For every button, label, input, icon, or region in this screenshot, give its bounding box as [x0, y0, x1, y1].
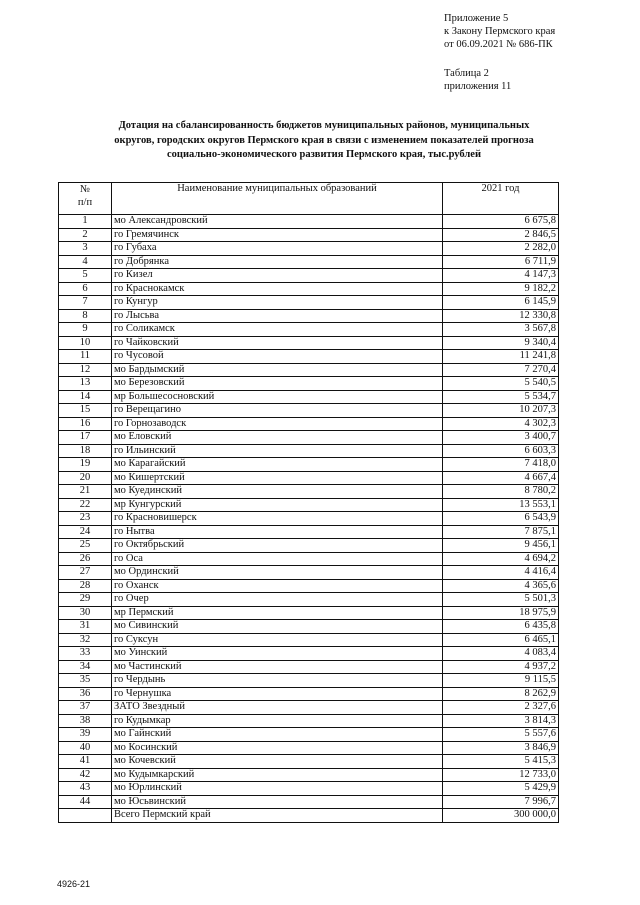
municipality-name: мо Юрлинский [112, 782, 443, 796]
row-number: 22 [59, 498, 112, 512]
municipality-name: мо Карагайский [112, 458, 443, 472]
subsidy-value: 4 083,4 [443, 647, 559, 661]
subsidy-value: 2 327,6 [443, 701, 559, 715]
table-row [59, 269, 559, 283]
row-number: 43 [59, 782, 112, 796]
row-number: 41 [59, 755, 112, 769]
table-row [59, 525, 559, 539]
table-row [59, 552, 559, 566]
subsidy-value: 2 846,5 [443, 228, 559, 242]
table-row [59, 431, 559, 445]
appendix-header [444, 12, 555, 51]
municipality-name: го Губаха [112, 242, 443, 256]
total-number-cell [59, 809, 112, 823]
subsidy-value: 4 365,6 [443, 579, 559, 593]
subsidy-value: 4 937,2 [443, 660, 559, 674]
subsidy-table [58, 182, 559, 823]
table-row [59, 674, 559, 688]
municipality-name: го Очер [112, 593, 443, 607]
row-number: 21 [59, 485, 112, 499]
table-row [59, 471, 559, 485]
table-row [59, 512, 559, 526]
municipality-name: мр Пермский [112, 606, 443, 620]
row-number: 32 [59, 633, 112, 647]
subsidy-value: 5 540,5 [443, 377, 559, 391]
row-number: 30 [59, 606, 112, 620]
table-row [59, 242, 559, 256]
municipality-name: го Горнозаводск [112, 417, 443, 431]
table-row [59, 309, 559, 323]
subsidy-value: 4 694,2 [443, 552, 559, 566]
row-number: 8 [59, 309, 112, 323]
law-date-line: от 06.09.2021 № 686-ПК [444, 39, 553, 50]
subsidy-value: 18 975,9 [443, 606, 559, 620]
table-row [59, 579, 559, 593]
total-value: 300 000,0 [443, 809, 559, 823]
appendix-number: приложения 11 [444, 81, 512, 92]
row-number: 23 [59, 512, 112, 526]
municipality-name: го Нытва [112, 525, 443, 539]
subsidy-value: 5 501,3 [443, 593, 559, 607]
subsidy-value: 13 553,1 [443, 498, 559, 512]
municipality-name: мо Уинский [112, 647, 443, 661]
col-header-value: 2021 год [443, 183, 559, 215]
municipality-name: го Гремячинск [112, 228, 443, 242]
table-row [59, 660, 559, 674]
row-number: 34 [59, 660, 112, 674]
subsidy-value: 3 846,9 [443, 741, 559, 755]
table-row [59, 377, 559, 391]
subsidy-value: 4 147,3 [443, 269, 559, 283]
row-number: 24 [59, 525, 112, 539]
municipality-name: го Чусовой [112, 350, 443, 364]
row-number: 26 [59, 552, 112, 566]
table-row [59, 741, 559, 755]
municipality-name: мо Березовский [112, 377, 443, 391]
row-number: 27 [59, 566, 112, 580]
municipality-name: го Краснокамск [112, 282, 443, 296]
table-header-row [59, 183, 559, 215]
municipality-name: го Кудымкар [112, 714, 443, 728]
subsidy-value: 6 543,9 [443, 512, 559, 526]
table-row [59, 498, 559, 512]
municipality-name: го Чернушка [112, 687, 443, 701]
subsidy-value: 10 207,3 [443, 404, 559, 418]
table-row [59, 350, 559, 364]
table-row [59, 593, 559, 607]
table-number: Таблица 2 [444, 68, 489, 79]
row-number: 13 [59, 377, 112, 391]
table-row [59, 228, 559, 242]
subsidy-value: 8 262,9 [443, 687, 559, 701]
municipality-name: мо Гайнский [112, 728, 443, 742]
municipality-name: мо Александровский [112, 215, 443, 229]
total-label: Всего Пермский край [112, 809, 443, 823]
municipality-name: мо Сивинский [112, 620, 443, 634]
subsidy-value: 3 400,7 [443, 431, 559, 445]
subsidy-value: 6 465,1 [443, 633, 559, 647]
municipality-name: го Оханск [112, 579, 443, 593]
subsidy-value: 5 429,9 [443, 782, 559, 796]
municipality-name: го Октябрьский [112, 539, 443, 553]
municipality-name: го Верещагино [112, 404, 443, 418]
row-number: 33 [59, 647, 112, 661]
subsidy-value: 7 875,1 [443, 525, 559, 539]
table-row [59, 755, 559, 769]
table-row [59, 728, 559, 742]
table-row [59, 336, 559, 350]
table-row [59, 701, 559, 715]
subsidy-value: 7 418,0 [443, 458, 559, 472]
total-row [59, 809, 559, 823]
row-number: 7 [59, 296, 112, 310]
table-row [59, 458, 559, 472]
municipality-name: мо Частинский [112, 660, 443, 674]
municipality-name: го Чердынь [112, 674, 443, 688]
municipality-name: го Красновишерск [112, 512, 443, 526]
row-number: 11 [59, 350, 112, 364]
municipality-name: мо Кочевский [112, 755, 443, 769]
municipality-name: го Лысьва [112, 309, 443, 323]
subsidy-value: 6 675,8 [443, 215, 559, 229]
row-number: 39 [59, 728, 112, 742]
municipality-name: го Ильинский [112, 444, 443, 458]
subsidy-value: 6 711,9 [443, 255, 559, 269]
row-number: 40 [59, 741, 112, 755]
appendix-line: Приложение 5 [444, 13, 509, 24]
subsidy-value: 7 996,7 [443, 795, 559, 809]
municipality-name: мо Косинский [112, 741, 443, 755]
municipality-name: го Кунгур [112, 296, 443, 310]
row-number: 25 [59, 539, 112, 553]
municipality-name: го Соликамск [112, 323, 443, 337]
subsidy-value: 6 435,8 [443, 620, 559, 634]
table-row [59, 768, 559, 782]
table-row [59, 215, 559, 229]
table-row [59, 795, 559, 809]
table-body [59, 215, 559, 809]
row-number: 3 [59, 242, 112, 256]
subsidy-value: 4 302,3 [443, 417, 559, 431]
municipality-name: мо Кишертский [112, 471, 443, 485]
row-number: 42 [59, 768, 112, 782]
table-row [59, 404, 559, 418]
title-line-1: Дотация на сбалансированность бюджетов муниципальных районов, муниципальных [118, 120, 530, 131]
municipality-name: мо Бардымский [112, 363, 443, 377]
municipality-name: мо Куединский [112, 485, 443, 499]
municipality-name: мо Кудымкарский [112, 768, 443, 782]
row-number: 35 [59, 674, 112, 688]
subsidy-value: 5 534,7 [443, 390, 559, 404]
row-number: 15 [59, 404, 112, 418]
table-row [59, 539, 559, 553]
title-line-3: социально-экономического развития Пермского края, тыс.рублей [166, 149, 482, 160]
row-number: 17 [59, 431, 112, 445]
table-row [59, 323, 559, 337]
subsidy-value: 9 456,1 [443, 539, 559, 553]
municipality-name: мр Кунгурский [112, 498, 443, 512]
row-number: 29 [59, 593, 112, 607]
row-number: 10 [59, 336, 112, 350]
row-number: 37 [59, 701, 112, 715]
subsidy-value: 8 780,2 [443, 485, 559, 499]
municipality-name: го Суксун [112, 633, 443, 647]
subsidy-value: 4 416,4 [443, 566, 559, 580]
row-number: 9 [59, 323, 112, 337]
row-number: 5 [59, 269, 112, 283]
subsidy-value: 7 270,4 [443, 363, 559, 377]
row-number: 28 [59, 579, 112, 593]
subsidy-value: 11 241,8 [443, 350, 559, 364]
row-number: 18 [59, 444, 112, 458]
table-row [59, 363, 559, 377]
document-title [40, 119, 608, 163]
table-row [59, 647, 559, 661]
table-row [59, 566, 559, 580]
row-number: 36 [59, 687, 112, 701]
subsidy-value: 9 115,5 [443, 674, 559, 688]
table-row [59, 782, 559, 796]
municipality-name: мо Ординский [112, 566, 443, 580]
row-number: 38 [59, 714, 112, 728]
municipality-name: го Оса [112, 552, 443, 566]
title-line-2: округов, городских округов Пермского края в связи с изменением показателей прогноза [114, 134, 534, 146]
table-reference [444, 67, 511, 93]
table-row [59, 390, 559, 404]
table-row [59, 417, 559, 431]
subsidy-value: 6 603,3 [443, 444, 559, 458]
row-number: 2 [59, 228, 112, 242]
law-line: к Закону Пермского края [444, 26, 556, 37]
document-code: 4926-21 [57, 879, 91, 889]
table-row [59, 255, 559, 269]
municipality-name: го Добрянка [112, 255, 443, 269]
municipality-name: го Кизел [112, 269, 443, 283]
table-row [59, 444, 559, 458]
table-row [59, 687, 559, 701]
subsidy-value: 2 282,0 [443, 242, 559, 256]
municipality-name: мо Юсьвинский [112, 795, 443, 809]
row-number: 31 [59, 620, 112, 634]
col-header-number [59, 183, 112, 215]
subsidy-value: 9 340,4 [443, 336, 559, 350]
subsidy-value: 12 733,0 [443, 768, 559, 782]
row-number: 4 [59, 255, 112, 269]
municipality-name: мр Большесосновский [112, 390, 443, 404]
subsidy-value: 3 567,8 [443, 323, 559, 337]
row-number: 14 [59, 390, 112, 404]
table-row [59, 485, 559, 499]
subsidy-value: 4 667,4 [443, 471, 559, 485]
table-row [59, 633, 559, 647]
table-row [59, 282, 559, 296]
subsidy-value: 5 557,6 [443, 728, 559, 742]
row-number: 19 [59, 458, 112, 472]
subsidy-value: 9 182,2 [443, 282, 559, 296]
subsidy-value: 6 145,9 [443, 296, 559, 310]
table-row [59, 620, 559, 634]
row-number: 12 [59, 363, 112, 377]
col-header-name: Наименование муниципальных образований [112, 183, 443, 215]
col-header-number-line1: № [79, 184, 91, 195]
municipality-name: ЗАТО Звездный [112, 701, 443, 715]
row-number: 6 [59, 282, 112, 296]
subsidy-value: 12 330,8 [443, 309, 559, 323]
municipality-name: мо Еловский [112, 431, 443, 445]
row-number: 20 [59, 471, 112, 485]
row-number: 1 [59, 215, 112, 229]
table-row [59, 714, 559, 728]
row-number: 44 [59, 795, 112, 809]
table-row [59, 606, 559, 620]
col-header-number-line2: п/п [77, 197, 93, 208]
subsidy-value: 5 415,3 [443, 755, 559, 769]
row-number: 16 [59, 417, 112, 431]
subsidy-value: 3 814,3 [443, 714, 559, 728]
municipality-name: го Чайковский [112, 336, 443, 350]
table-row [59, 296, 559, 310]
